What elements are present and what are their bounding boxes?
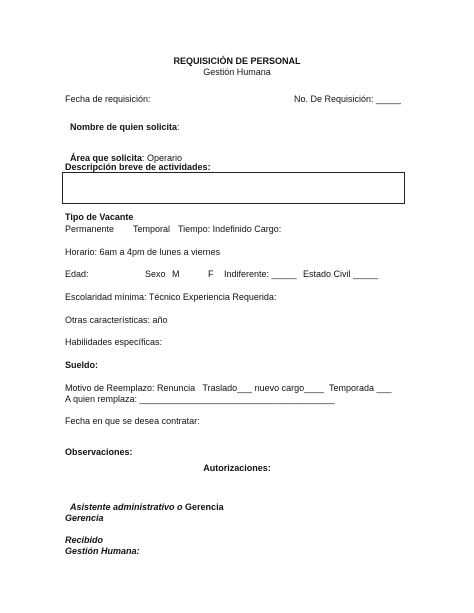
- fecha-contratar-field: Fecha en que se desea contratar:: [65, 416, 200, 426]
- nombre-solicitante-field: [65, 111, 180, 133]
- otras-caracteristicas-field: Otras características: año: [65, 315, 168, 325]
- habilidades-field: Habilidades específicas:: [65, 337, 163, 347]
- tipo-vacante-label: Tipo de Vacante: [65, 212, 134, 222]
- document-title: REQUISICIÓN DE PERSONAL: [173, 56, 301, 66]
- vacante-permanente-option[interactable]: Permanente: [65, 224, 115, 234]
- nombre-solicitante-label: Nombre de quien solicita: [70, 122, 178, 132]
- horario-field: Horario: 6am a 4pm de lunes a viernes: [65, 247, 221, 257]
- gestion-humana-label: Gestión Humana:: [65, 546, 140, 556]
- descripcion-label: Descripción breve de actividades:: [65, 162, 211, 172]
- gerencia-inline-label: Gerencia: [182, 502, 224, 512]
- nombre-solicitante-colon: :: [177, 122, 180, 132]
- area-solicita-field: [65, 142, 182, 164]
- sexo-label: Sexo: [145, 269, 166, 279]
- recibido-label: Recibido: [65, 535, 104, 545]
- numero-requisicion-field: No. De Requisición: _____: [294, 94, 402, 104]
- firma-asistente-gerencia: [65, 491, 224, 513]
- estado-civil-field: Estado Civil _____: [303, 269, 379, 279]
- area-solicita-value: : Operario: [142, 153, 183, 163]
- sexo-m-option[interactable]: M: [172, 269, 180, 279]
- sexo-f-option[interactable]: F: [208, 269, 214, 279]
- vacante-tiempo-field: Tiempo: Indefinido Cargo:: [178, 224, 282, 234]
- area-solicita-label: Área que solicita: [70, 153, 143, 163]
- edad-field: Edad:: [65, 269, 89, 279]
- escolaridad-field: Escolaridad mínima: Técnico Experiencia Requerida:: [65, 292, 277, 302]
- asistente-label: Asistente administrativo o: [70, 502, 183, 512]
- motivo-reemplazo-field: Motivo de Reemplazo: Renuncia Traslado___ nuevo cargo____ Temporada ___: [65, 383, 392, 393]
- sueldo-label: Sueldo:: [65, 360, 98, 370]
- fecha-requisicion-field: Fecha de requisición:: [65, 94, 151, 104]
- descripcion-textbox[interactable]: [62, 172, 405, 204]
- a-quien-remplaza-field: A quien remplaza: _______________________________________: [65, 394, 335, 404]
- indiferente-field: Indiferente: _____: [224, 269, 297, 279]
- autorizaciones-label: Autorizaciones:: [203, 463, 271, 473]
- vacante-temporal-option[interactable]: Temporal: [133, 224, 171, 234]
- firma-gerencia: Gerencia: [65, 513, 104, 523]
- observaciones-label: Observaciones:: [65, 447, 133, 457]
- document-subtitle: Gestión Humana: [203, 67, 271, 77]
